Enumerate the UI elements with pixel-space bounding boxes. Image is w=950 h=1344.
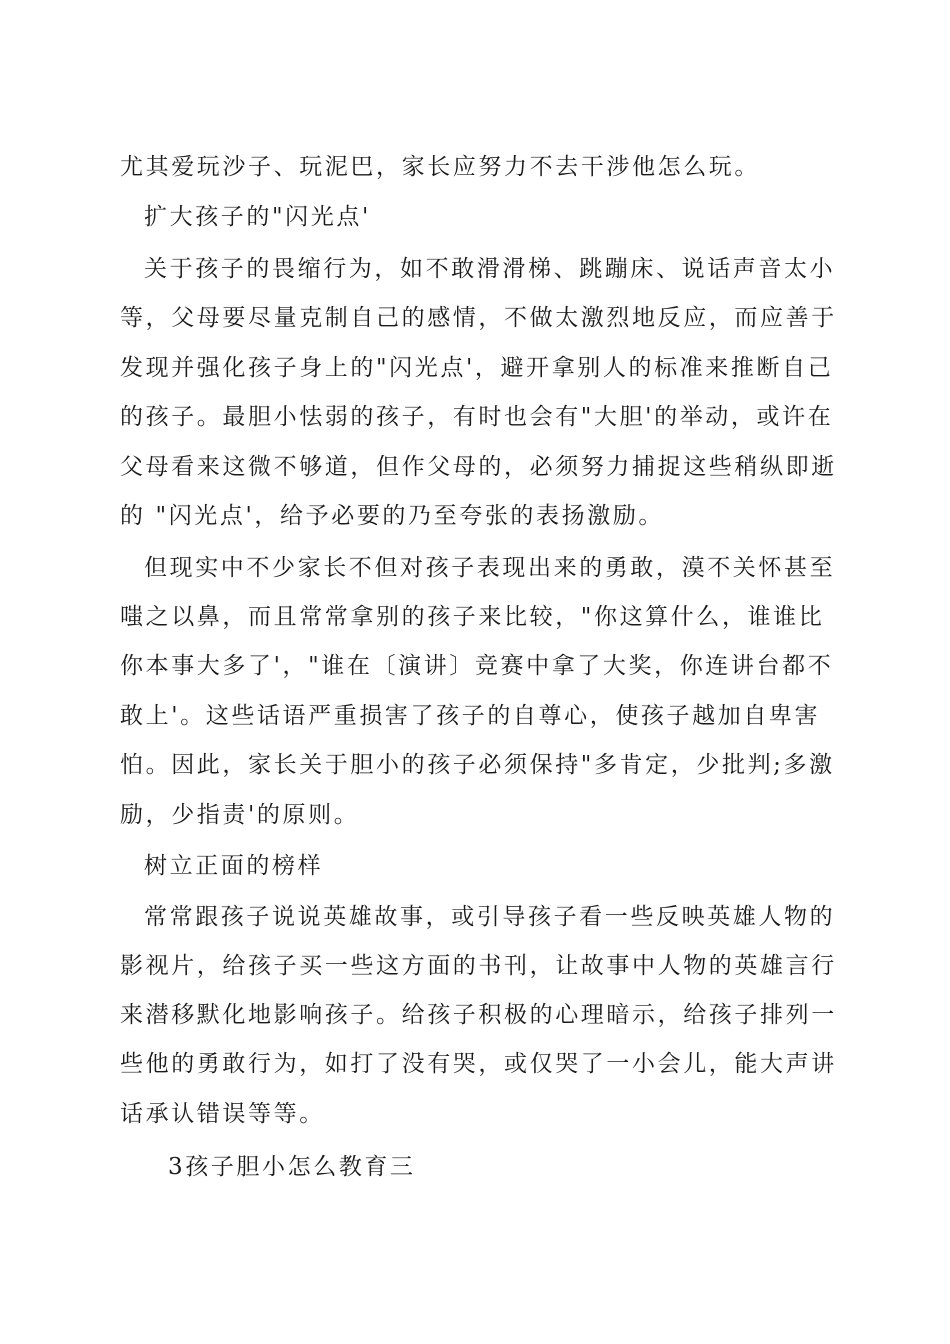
paragraph-line: 影视片，给孩子买一些这方面的书刊，让故事中人物的英雄言行: [120, 953, 837, 979]
paragraph-line: 关于孩子的畏缩行为，如不敢滑滑梯、跳蹦床、说话声音太小: [144, 256, 836, 282]
section-heading: 扩大孩子的"闪光点': [144, 204, 371, 230]
section-title: 3孩子胆小怎么教育三: [168, 1154, 416, 1180]
paragraph-line: 来潜移默化地影响孩子。给孩子积极的心理暗示，给孩子排列一: [120, 1002, 837, 1028]
paragraph-line: 嗤之以鼻，而且常常拿别的孩子来比较，"你这算什么，谁谁比: [120, 604, 825, 630]
paragraph-line: 怕。因此，家长关于胆小的孩子必须保持"多肯定，少批判;多激: [120, 752, 835, 778]
paragraph-line: 话承认错误等等。: [120, 1101, 325, 1127]
paragraph-line: 常常跟孩子说说英雄故事，或引导孩子看一些反映英雄人物的: [144, 904, 836, 930]
paragraph-line: 的 "闪光点'，给予必要的乃至夸张的表扬激励。: [120, 503, 665, 529]
section-heading: 树立正面的榜样: [144, 853, 324, 879]
paragraph-line: 励，少指责'的原则。: [120, 802, 360, 828]
paragraph-line: 尤其爱玩沙子、玩泥巴，家长应努力不去干涉他怎么玩。: [120, 154, 760, 180]
paragraph-line: 父母看来这微不够道，但作父母的，必须努力捕捉这些稍纵即逝: [120, 454, 837, 480]
paragraph-line: 发现并强化孩子身上的"闪光点'，避开拿别人的标准来推断自己: [120, 355, 834, 381]
paragraph-line: 等，父母要尽量克制自己的感情，不做太激烈地反应，而应善于: [120, 305, 837, 331]
paragraph-line: 些他的勇敢行为，如打了没有哭，或仅哭了一小会儿，能大声讲: [120, 1051, 837, 1077]
paragraph-line: 的孩子。最胆小怯弱的孩子，有时也会有"大胆'的举动，或许在: [120, 404, 834, 430]
paragraph-line: 但现实中不少家长不但对孩子表现出来的勇敢，漠不关怀甚至: [144, 555, 836, 581]
paragraph-line: 你本事大多了'，"谁在〔演讲〕竞赛中拿了大奖，你连讲台都不: [120, 653, 834, 679]
paragraph-line: 敢上'。这些话语严重损害了孩子的自尊心，使孩子越加自卑害: [120, 703, 821, 729]
